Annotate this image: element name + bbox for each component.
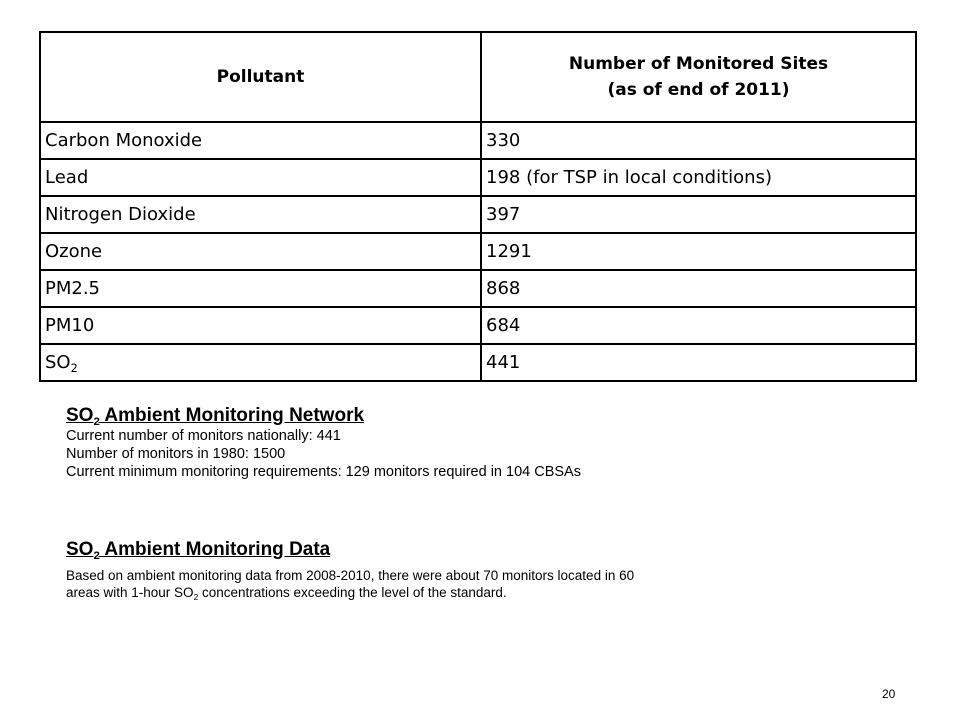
data-line-1: Based on ambient monitoring data from 2008-2010, there were about 70 monitors located in 60 xyxy=(66,568,635,583)
sites-cell: 198 (for TSP in local conditions) xyxy=(481,159,916,196)
pollutant-cell: PM10 xyxy=(40,307,481,344)
table-row xyxy=(40,122,916,159)
data-section xyxy=(66,539,634,601)
pollutant-cell: Lead xyxy=(40,159,481,196)
network-line-1980: Number of monitors in 1980: 1500 xyxy=(66,446,286,462)
data-line-2 xyxy=(66,584,634,601)
network-section xyxy=(66,405,581,481)
network-title-pre: SO xyxy=(66,405,94,426)
network-title xyxy=(66,405,581,427)
page-number: 20 xyxy=(882,687,896,701)
pollutant-base: SO xyxy=(45,352,71,373)
network-title-sub: 2 xyxy=(93,415,100,428)
network-line-current: Current number of monitors nationally: 441 xyxy=(66,428,341,444)
pollutant-cell xyxy=(40,344,481,381)
table-row xyxy=(40,344,916,381)
table-row xyxy=(40,196,916,233)
table-row xyxy=(40,159,916,196)
pollutant-cell: Carbon Monoxide xyxy=(40,122,481,159)
sites-cell: 397 xyxy=(481,196,916,233)
header-monitored-sites xyxy=(481,32,916,122)
sites-cell: 441 xyxy=(481,344,916,381)
header-pollutant: Pollutant xyxy=(40,32,481,122)
pollutant-subscript: 2 xyxy=(70,361,78,375)
data-line2-pre: areas with 1-hour SO xyxy=(66,585,194,600)
table-row xyxy=(40,270,916,307)
data-title-pre: SO xyxy=(66,539,94,560)
header-monitored-sites-line1: Number of Monitored Sites xyxy=(568,54,829,74)
data-line2-post: concentrations exceeding the level of the standard. xyxy=(198,585,507,600)
table-row xyxy=(40,233,916,270)
sites-cell: 684 xyxy=(481,307,916,344)
pollutant-cell: Ozone xyxy=(40,233,481,270)
network-title-post: Ambient Monitoring Network xyxy=(99,405,365,426)
pollutant-cell: Nitrogen Dioxide xyxy=(40,196,481,233)
sites-cell: 330 xyxy=(481,122,916,159)
table-row xyxy=(40,307,916,344)
table-header-row xyxy=(40,32,916,122)
data-title-sub: 2 xyxy=(93,549,100,562)
sites-cell: 1291 xyxy=(481,233,916,270)
monitored-sites-table xyxy=(39,31,917,382)
data-title-post: Ambient Monitoring Data xyxy=(99,539,331,560)
sites-cell: 868 xyxy=(481,270,916,307)
header-monitored-sites-line2: (as of end of 2011) xyxy=(607,80,790,100)
data-line2-sub: 2 xyxy=(193,591,199,602)
network-line-requirements: Current minimum monitoring requirements: 129 monitors required in 104 CBSAs xyxy=(66,464,581,480)
data-title xyxy=(66,539,634,561)
pollutant-cell: PM2.5 xyxy=(40,270,481,307)
